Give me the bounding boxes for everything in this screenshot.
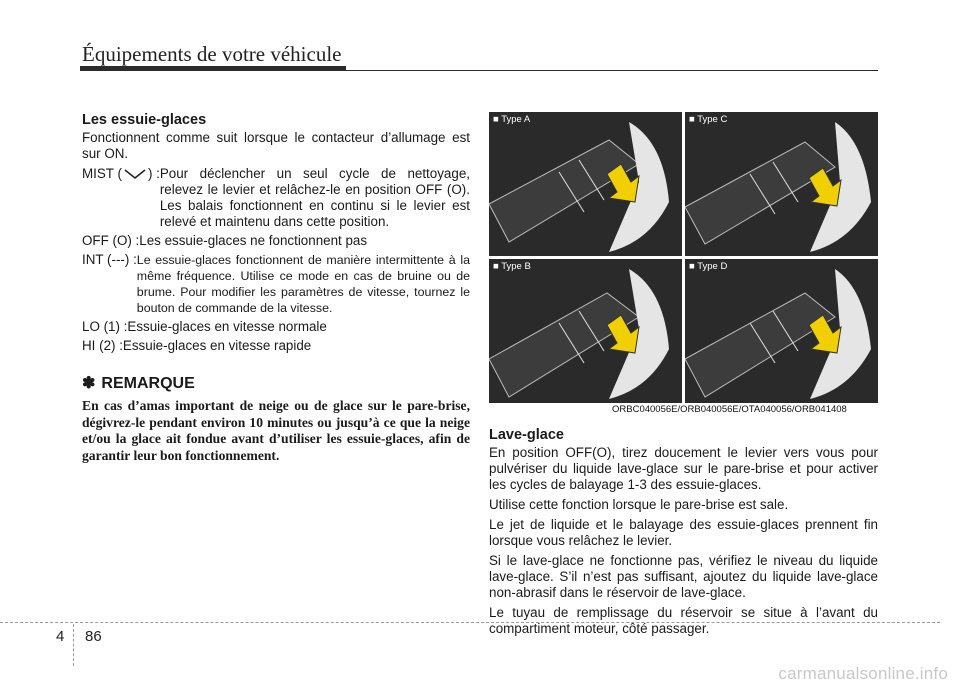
figure-caption: ORBC040056E/ORB040056E/OTA040056/ORB041408 [612, 404, 847, 415]
footer-rule [0, 622, 940, 623]
wiper-mode-lo: LO (1) : Essuie-glaces en vitesse normale [82, 319, 327, 334]
left-column [82, 112, 470, 464]
lever-illustration-icon [489, 112, 682, 256]
lever-illustration-icon [489, 259, 682, 403]
lever-illustration-icon [685, 259, 878, 403]
footer-divider [73, 624, 74, 666]
chapter-number: 4 [56, 628, 65, 645]
header-rule-thick [80, 66, 346, 71]
wipers-heading: Les essuie-glaces [82, 112, 207, 128]
wipers-intro: Fonctionnent comme suit lorsque le contacteur d’allumage est sur ON. [82, 130, 470, 161]
washer-paragraph: Le jet de liquide et le balayage des essuie-glaces prennent fin lorsque vous relâchez le levier. [489, 517, 878, 548]
washer-paragraph: Si le lave-glace ne fonctionne pas, vérifiez le niveau du liquide lave-glace. S’il n’est pas suffisant, ajoutez du liquide lave-glace non-abrasif dans le réservoir de lave-glace. [489, 553, 878, 600]
right-column [489, 427, 878, 641]
mist-chevron-icon [122, 168, 148, 180]
washer-heading: Lave-glace [489, 427, 564, 443]
page-number: 86 [85, 628, 102, 645]
note-title: REMARQUE [101, 375, 195, 392]
washer-paragraph: Utilise cette fonction lorsque le pare-brise est sale. [489, 497, 789, 512]
figure-panel-type-a [489, 112, 682, 256]
wiper-lever-figure [489, 112, 878, 404]
wiper-mode-off: OFF (O) : Les essuie-glaces ne fonctionnent pas [82, 233, 368, 248]
washer-paragraph: En position OFF(O), tirez doucement le levier vers vous pour pulvériser du liquide lave-glace sur le pare-brise et pour activer les cycles de balayage 1-3 des essuie-glaces. [489, 445, 878, 492]
wiper-mode-mist [82, 166, 470, 230]
note-symbol: ✽ [82, 375, 96, 392]
panel-label-type-b: ■ Type B [493, 261, 531, 272]
note-text: En cas d’amas important de neige ou de glace sur le pare-brise, dégivrez-le pendant environ 10 minutes ou jusqu’à ce que la neige et/ou la glace ait fondue avant d’utiliser les essuie-glaces, afin de garantir leur bon fonctionnement. [82, 398, 470, 463]
watermark: carmanualsonline.info [778, 664, 948, 683]
page-header-title: Équipements de votre véhicule [82, 42, 342, 66]
wiper-mode-int: INT (---) : Le essuie-glaces fonctionnent de manière intermittente à la même fréquence. Utilise ce mode en cas de bruine ou de brume. Pour modifier les paramètres de vitesse, tournez le bouton de commande de la vitesse. [82, 252, 470, 315]
washer-paragraph: Le tuyau de remplissage du réservoir se situe à l’avant du compartiment moteur, côté passager. [489, 605, 878, 636]
mist-description: Pour déclencher un seul cycle de nettoyage, relevez le levier et relâchez-le en position OFF (O). Les balais fonctionnent en continu si le levier est relevé et maintenu dans cette position. [159, 166, 470, 229]
lever-illustration-icon [685, 112, 878, 256]
wiper-mode-hi: HI (2) : Essuie-glaces en vitesse rapide [82, 338, 312, 353]
figure-panel-type-c [685, 112, 878, 256]
panel-label-type-c: ■ Type C [689, 114, 728, 125]
panel-label-type-d: ■ Type D [689, 261, 728, 272]
figure-panel-type-b [489, 259, 682, 403]
note-heading [82, 376, 470, 392]
header-rule-thin [346, 70, 878, 71]
panel-label-type-a: ■ Type A [493, 114, 531, 125]
mist-key: MIST ( ) : [82, 166, 160, 181]
figure-panel-type-d [685, 259, 878, 403]
